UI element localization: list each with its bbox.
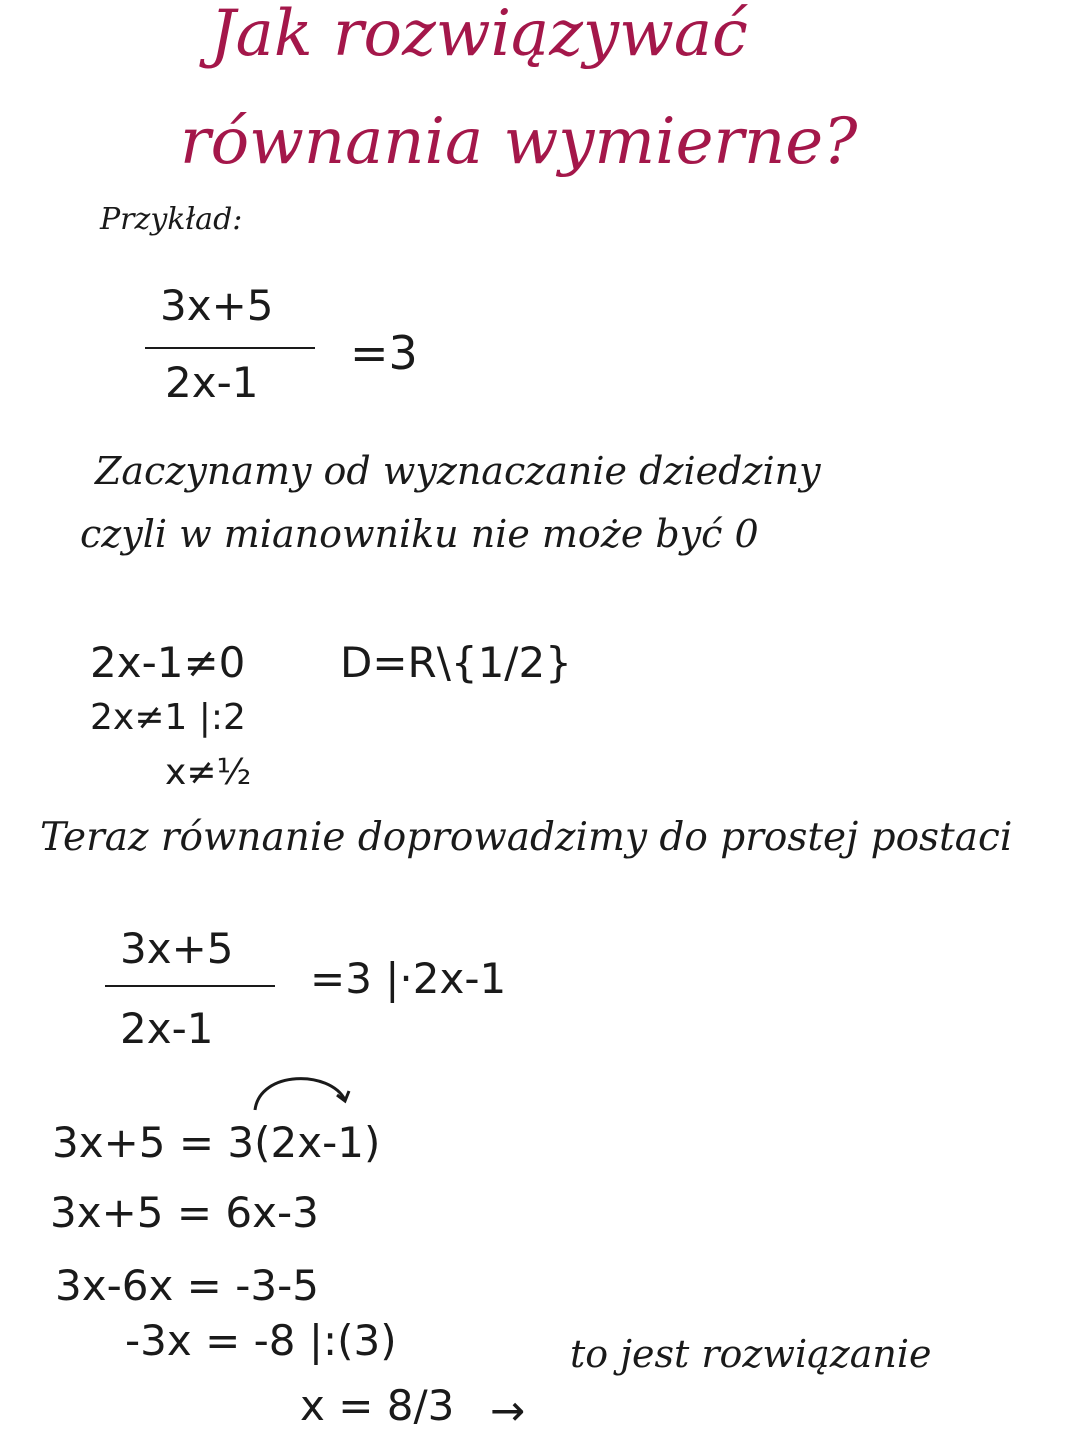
example-numerator: 3x+5 — [160, 281, 274, 330]
example-denominator: 2x-1 — [165, 358, 259, 407]
equation2-rhs: =3 |·2x-1 — [310, 954, 507, 1003]
solution-step-2: 3x+5 = 6x-3 — [50, 1188, 319, 1237]
domain-set: D=R\{1/2} — [340, 638, 572, 687]
domain-step-3: x≠½ — [165, 752, 252, 793]
solution-step-1: 3x+5 = 3(2x-1) — [52, 1118, 381, 1167]
example-fraction-bar — [145, 347, 315, 349]
equation2-denominator: 2x-1 — [120, 1004, 214, 1053]
explanation-2: Teraz równanie doprowadzimy do prostej postaci — [40, 815, 1013, 860]
example-label: Przykład: — [100, 202, 243, 237]
solution-step-4: -3x = -8 |:(3) — [125, 1316, 397, 1365]
solution-step-3: 3x-6x = -3-5 — [55, 1261, 319, 1310]
explanation-line-1: Zaczynamy od wyznaczanie dziedziny — [95, 449, 821, 493]
solution-step-5: x = 8/3 — [300, 1381, 455, 1430]
title-line-2: równania wymierne? — [180, 105, 858, 179]
conclusion-arrow-icon: → — [490, 1386, 526, 1435]
conclusion-text: to jest rozwiązanie — [570, 1332, 932, 1376]
equation2-numerator: 3x+5 — [120, 924, 234, 973]
domain-step-2: 2x≠1 |:2 — [90, 697, 246, 738]
example-rhs: =3 — [350, 326, 418, 380]
title-line-1: Jak rozwiązywać — [210, 0, 748, 71]
distribution-arrow-icon — [235, 1065, 375, 1125]
explanation-line-2: czyli w mianowniku nie może być 0 — [80, 512, 759, 556]
equation2-fraction-bar — [105, 985, 275, 987]
domain-step-1: 2x-1≠0 — [90, 638, 246, 687]
